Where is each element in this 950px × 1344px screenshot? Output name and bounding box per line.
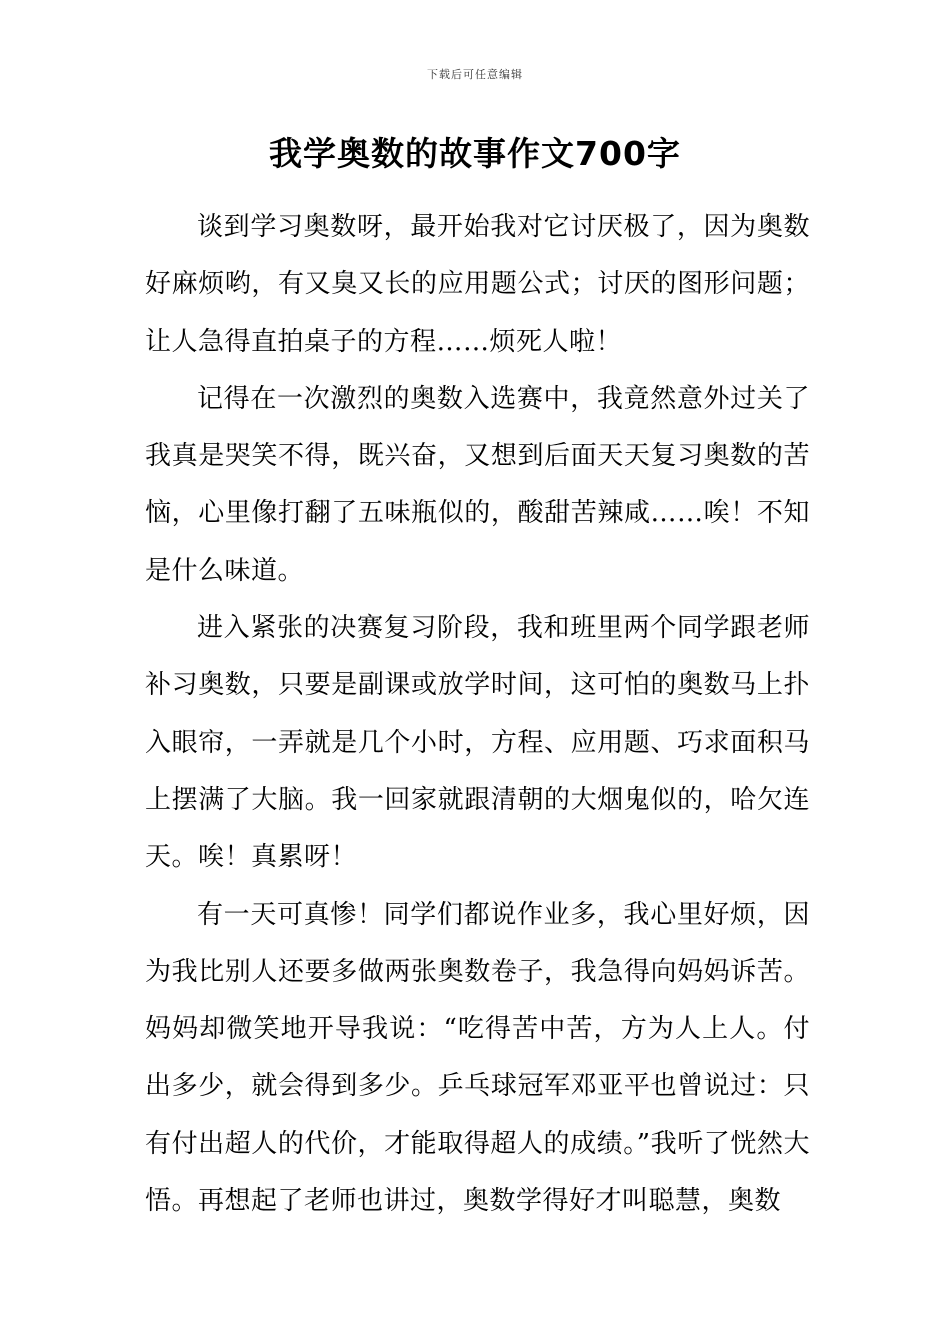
paragraph-1: 谈到学习奥数呀，最开始我对它讨厌极了，因为奥数好麻烦哟，有又臭又长的应用题公式；讨厌的图形问题；让人急得直拍桌子的方程……烦死人啦！: [145, 212, 810, 357]
paragraph-4: 有一天可真惨！同学们都说作业多，我心里好烦，因为我比别人还要多做两张奥数卷子，我急得向妈妈诉苦。妈妈却微笑地开导我说：“吃得苦中苦，方为人上人。付出多少，就会得到多少。乒乓球冠军邓亚平也曾说过：只有付出超人的代价，才能取得超人的成绩。”我听了恍然大悟。再想起了老师也讲过，奥数学得好才叫聪慧，奥数: [145, 899, 810, 1217]
document-title: 我学奥数的故事作文700字: [269, 134, 681, 173]
article-body: [145, 199, 810, 1230]
header-note: 下载后可任意编辑: [427, 68, 523, 81]
paragraph-3: 进入紧张的决赛复习阶段，我和班里两个同学跟老师补习奥数，只要是副课或放学时间，这可怕的奥数马上扑入眼帘，一弄就是几个小时，方程、应用题、巧求面积马上摆满了大脑。我一回家就跟清朝的大烟鬼似的，哈欠连天。唉！真累呀！: [145, 613, 810, 873]
paragraph-2: 记得在一次激烈的奥数入选赛中，我竟然意外过关了我真是哭笑不得，既兴奋，又想到后面天天复习奥数的苦恼，心里像打翻了五味瓶似的，酸甜苦辣咸……唉！不知是什么味道。: [145, 383, 810, 586]
